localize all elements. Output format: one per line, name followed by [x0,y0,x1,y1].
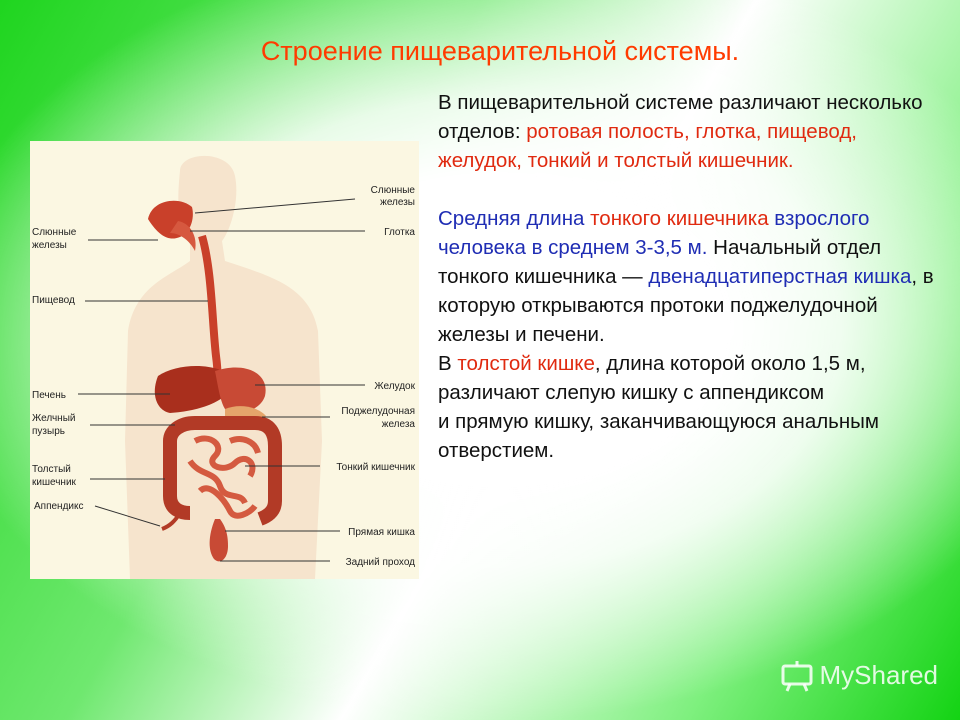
label-large-intestine-2: кишечник [32,477,76,488]
p2-d: Начальный отдел тонкого кишечника — [438,236,882,288]
p3-c: , длина которой около 1,5 м, различают слепую кишку с аппендиксом [438,352,866,404]
paragraph-small-intestine [438,204,938,349]
label-salivary-right-1: Слюнные [370,185,415,196]
watermark-text: MyShared [819,659,938,690]
label-small-intestine: Тонкий кишечник [336,462,415,473]
label-anus: Задний проход [345,557,415,568]
projector-icon [780,658,814,692]
paragraph-rectum: и прямую кишку, заканчивающуюся анальным отверстием. [438,410,880,462]
paragraph1-intro: В пищеварительной системе различают несколько отделов: [438,91,923,143]
label-esophagus: Пищевод [32,295,75,306]
label-appendix: Аппендикс [34,501,84,512]
digestive-system-figure [30,141,419,579]
p2-b: тонкого кишечника [590,207,769,230]
p2-c: взрослого человека в среднем 3-3,5 м. [438,207,870,259]
watermark [780,658,939,692]
p2-f: , в которую открываются протоки поджелудочной железы и печени. [438,265,934,346]
label-salivary-right-2: железы [380,197,415,208]
label-gallbladder-1: Желчный [32,413,76,424]
slide-title: Строение пищеварительной системы. [260,36,740,66]
p3-a: В [438,352,458,375]
paragraph-large-intestine [438,349,938,407]
label-rectum: Прямая кишка [348,527,415,538]
label-liver: Печень [32,390,66,401]
paragraph1-parts: ротовая полость, глотка, пищевод, желудок, тонкий и толстый кишечник. [438,120,857,172]
p2-a: Средняя длина [438,207,591,230]
label-stomach: Желудок [374,381,415,392]
paragraph-digestive-parts [438,88,938,175]
label-salivary-left-2: железы [32,240,67,251]
label-pharynx: Глотка [384,227,415,238]
p2-e: двенадцатиперстная кишка [648,265,912,288]
label-salivary-left-1: Слюнные [32,227,77,238]
description-text [438,88,938,465]
label-pancreas-2: железа [381,419,415,430]
label-gallbladder-2: пузырь [32,426,65,437]
label-large-intestine-1: Толстый [32,464,71,475]
label-pancreas-1: Поджелудочная [341,406,415,417]
p3-b: толстой кишке [457,352,595,375]
